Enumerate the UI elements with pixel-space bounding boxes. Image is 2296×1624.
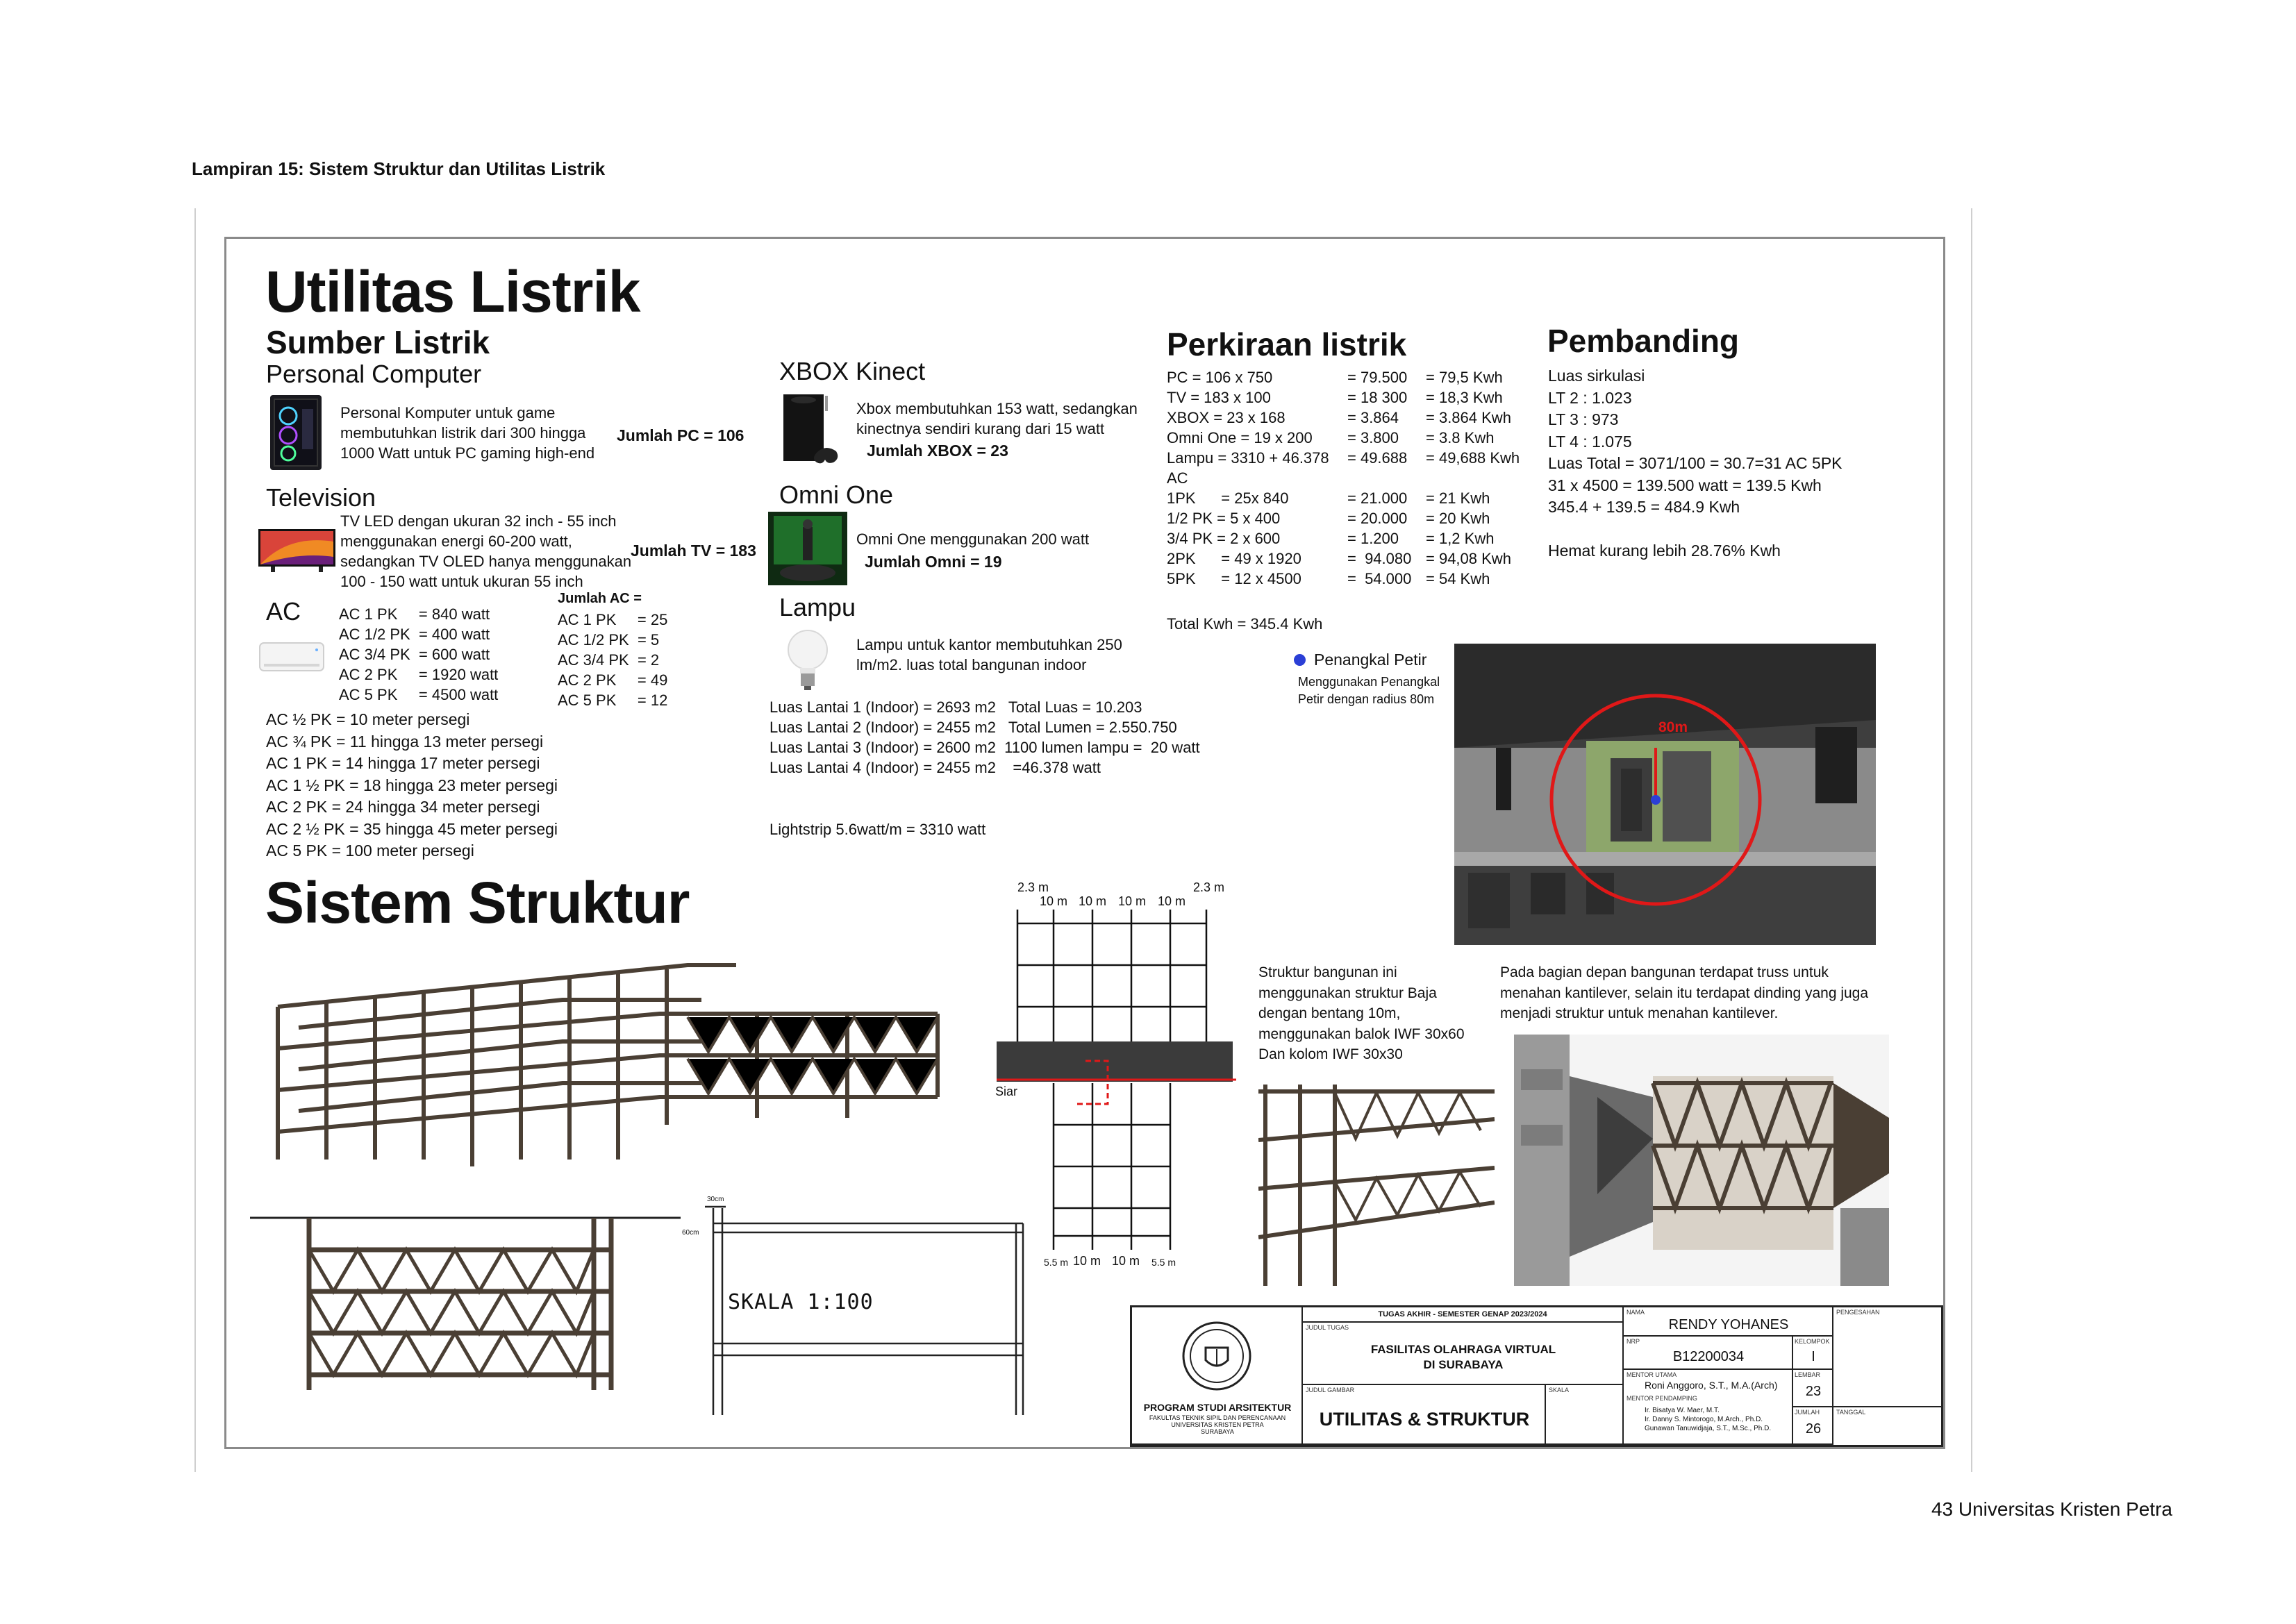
truss-section-drawing [250, 1208, 681, 1396]
pc-description: Personal Komputer untuk game membutuhkan listrik dari 300 hingga 1000 Watt untuk PC gaming high-end [340, 404, 595, 462]
dim-bottom-10m-2: 10 m [1112, 1254, 1140, 1268]
left-margin-line [194, 208, 196, 1472]
perkiraan-kwh: = 79,5 Kwh = 18,3 Kwh = 3.864 Kwh = 3.8 Kwh = 49,688 Kwh = 21 Kwh = 20 Kwh = 1,2 Kwh = 94,08 Kwh = 54 Kwh [1426, 369, 1520, 587]
title-sistem-struktur: Sistem Struktur [265, 870, 690, 935]
petir-legend-label: Penangkal Petir [1314, 651, 1427, 669]
judul-tugas-label: JUDUL TUGAS [1306, 1324, 1349, 1331]
judul-gambar-value: UTILITAS & STRUKTUR [1319, 1409, 1530, 1430]
petir-legend-dot [1294, 654, 1306, 666]
titleblock-judul-gambar-cell [1303, 1385, 1546, 1445]
kelompok-value: I [1811, 1349, 1815, 1364]
pc-title: Personal Computer [266, 360, 482, 388]
xbox-image [776, 390, 846, 470]
titleblock-jumlah-cell [1793, 1407, 1833, 1445]
tv-description: TV LED dengan ukuran 32 inch - 55 inch menggunakan energi 60-200 watt, sedangkan TV OLED hanya menggunakan 100 - 150 watt untuk ukuran 55 inch [340, 512, 632, 590]
omni-image [768, 512, 847, 585]
ac-size-guide: AC ½ PK = 10 meter persegi AC ¾ PK = 11 hingga 13 meter persegi AC 1 PK = 14 hingga 17 meter persegi AC 1 ½ PK = 18 hingga 23 meter persegi AC 2 PK = 24 hingga 34 meter persegi AC 2 ½ PK = 35 hingga 45 meter persegi AC 5 PK = 100 meter persegi [266, 710, 558, 860]
omni-description: Omni One menggunakan 200 watt [856, 530, 1090, 548]
lembar-label: LEMBAR [1795, 1371, 1821, 1378]
titleblock-nrp-cell [1624, 1337, 1793, 1370]
titleblock-logo-cell [1132, 1307, 1303, 1445]
lampu-title: Lampu [779, 593, 856, 621]
titleblock-mentor-cell [1624, 1370, 1793, 1445]
titleblock-skala-cell [1546, 1385, 1624, 1445]
skala-label: SKALA [1549, 1387, 1570, 1393]
struktur-truss-description: Pada bagian depan bangunan terdapat truss untuk menahan kantilever, selain itu terdapat dinding yang juga menjadi struktur untuk menahan kantilever. [1500, 964, 1869, 1021]
titleblock-lembar-cell [1793, 1370, 1833, 1407]
tv-title: Television [266, 483, 376, 512]
tanggal-label: TANGGAL [1836, 1409, 1866, 1416]
structural-grid-elevation [997, 903, 1247, 1264]
site-aerial-image [1454, 644, 1876, 945]
ac-count-title: Jumlah AC = [558, 591, 642, 606]
ac-title: AC [266, 597, 301, 626]
scale-label: SKALA 1:100 [728, 1290, 874, 1314]
petir-legend-description: Menggunakan Penangkal Petir dengan radius 80m [1298, 675, 1440, 706]
nrp-value: B12200034 [1672, 1349, 1745, 1364]
dim-top-10m-3: 10 m [1118, 894, 1147, 908]
titleblock-kelompok-cell [1793, 1337, 1833, 1370]
titleblock-nama-cell [1624, 1307, 1833, 1337]
titleblock-tanggal-cell [1833, 1407, 1941, 1445]
faculty-name: FAKULTAS TEKNIK SIPIL DAN PERENCANAAN UNIVERSITAS KRISTEN PETRA SURABAYA [1149, 1414, 1286, 1435]
pc-count: Jumlah PC = 106 [617, 426, 744, 444]
mentor-utama-label: MENTOR UTAMA [1627, 1371, 1677, 1378]
siar-label: Siar [995, 1085, 1018, 1098]
university-seal-logo [1181, 1320, 1253, 1392]
dim-top-10m-4: 10 m [1158, 894, 1186, 908]
dim-top-2-3m-right: 2.3 m [1193, 880, 1225, 894]
dim-bottom-5-5m-right: 5.5 m [1151, 1257, 1176, 1268]
ac-watt-list: AC 1 PK = 840 watt AC 1/2 PK = 400 watt AC 3/4 PK = 600 watt AC 2 PK = 1920 watt AC 5 PK = 4500 watt [339, 605, 499, 703]
dim-bottom-5-5m-left: 5.5 m [1044, 1257, 1069, 1268]
tv-count: Jumlah TV = 183 [631, 542, 756, 560]
ac-count-list: AC 1 PK = 25 AC 1/2 PK = 5 AC 3/4 PK = 2 AC 2 PK = 49 AC 5 PK = 12 [558, 611, 668, 709]
kelompok-label: KELOMPOK [1795, 1338, 1830, 1345]
titleblock-pengesahan-cell [1833, 1307, 1941, 1407]
mentor-utama-value: Roni Anggoro, S.T., M.A.(Arch) [1645, 1380, 1778, 1391]
title-utilitas-listrik: Utilitas Listrik [265, 259, 640, 324]
lampu-floor-areas: Luas Lantai 1 (Indoor) = 2693 m2 Total Luas = 10.203 Luas Lantai 2 (Indoor) = 2455 m2 Total Lumen = 2.550.750 Luas Lantai 3 (Indoor) = 2600 m2 1100 lumen lampu = 20 watt Luas Lantai 4 (Indoor) = 2455 m2 =46.378 watt [770, 698, 1200, 776]
right-margin-line [1971, 208, 1972, 1472]
nama-value: RENDY YOHANES [1668, 1317, 1789, 1332]
dim-top-10m-2: 10 m [1079, 894, 1107, 908]
title-block [1130, 1305, 1943, 1447]
page-caption: Lampiran 15: Sistem Struktur dan Utilitas Listrik [192, 158, 606, 179]
jumlah-value: 26 [1805, 1421, 1822, 1437]
program-name: PROGRAM STUDI ARSITEKTUR [1143, 1402, 1292, 1413]
titleblock-tugas-cell [1303, 1307, 1624, 1323]
petir-radius-label: 80m [1658, 719, 1688, 735]
lampu-description: Lampu untuk kantor membutuhkan 250 lm/m2. luas total bangunan indoor [856, 636, 1122, 673]
judul-tugas-value: FASILITAS OLAHRAGA VIRTUAL DI SURABAYA [1370, 1343, 1556, 1371]
dim-top-10m-1: 10 m [1040, 894, 1068, 908]
titleblock-judul-tugas-cell [1303, 1323, 1624, 1385]
truss-3d-detail-image [1258, 1078, 1495, 1286]
ac-unit-image [257, 637, 326, 678]
heading-pembanding: Pembanding [1547, 323, 1740, 359]
mentor-pendamping-label: MENTOR PENDAMPING [1627, 1395, 1697, 1402]
perkiraan-watts: = 79.500 = 18 300 = 3.864 = 3.800 = 49.688 = 21.000 = 20.000 = 1.200 = 94.080 = 54.000 [1347, 369, 1412, 587]
page-footer: 43 Universitas Kristen Petra [1931, 1498, 2172, 1520]
jumlah-label: JUMLAH [1795, 1409, 1820, 1416]
lightstrip-text: Lightstrip 5.6watt/m = 3310 watt [770, 821, 986, 838]
pengesahan-label: PENGESAHAN [1836, 1309, 1880, 1316]
heading-perkiraan-listrik: Perkiraan listrik [1167, 326, 1407, 362]
xbox-description: Xbox membutuhkan 153 watt, sedangkan kinectnya sendiri kurang dari 15 watt [856, 400, 1138, 437]
tv-image [257, 528, 337, 574]
nrp-label: NRP [1627, 1338, 1640, 1345]
perkiraan-total: Total Kwh = 345.4 Kwh [1167, 615, 1323, 633]
lembar-value: 23 [1805, 1384, 1822, 1399]
tugas-akhir-label: TUGAS AKHIR - SEMESTER GENAP 2023/2024 [1378, 1310, 1547, 1319]
perkiraan-formulas: PC = 106 x 750 TV = 183 x 100 XBOX = 23 x 168 Omni One = 19 x 200 Lampu = 3310 + 46.378 AC 1PK = 25x 840 1/2 PK = 5 x 400 3/4 PK = 2 x 600 2PK = 49 x 1920 5PK = 12 x 4500 [1167, 369, 1329, 587]
dim-60cm-label: 60cm [682, 1229, 699, 1237]
dim-bottom-10m-1: 10 m [1073, 1254, 1101, 1268]
pembanding-body: Luas sirkulasi LT 2 : 1.023 LT 3 : 973 LT 4 : 1.075 Luas Total = 3071/100 = 30.7=31 AC 5PK 31 x 4500 = 139.500 watt = 139.5 Kwh 345.4 + 139.5 = 484.9 Kwh Hemat kurang lebih 28.76% Kwh [1548, 367, 1842, 560]
dim-top-2-3m-left: 2.3 m [1017, 880, 1049, 894]
light-bulb-image [783, 625, 832, 694]
dim-30cm-label: 30cm [707, 1196, 724, 1203]
struktur-baja-description: Struktur bangunan ini menggunakan struktur Baja dengan bentang 10m, menggunakan balok IWF 30x60 Dan kolom IWF 30x30 [1258, 964, 1465, 1062]
building-truss-rendering [1514, 1035, 1889, 1286]
steel-frame-3d-image [271, 951, 951, 1180]
omni-count: Jumlah Omni = 19 [865, 553, 1002, 571]
omni-title: Omni One [779, 480, 894, 509]
nama-label: NAMA [1627, 1309, 1645, 1316]
judul-gambar-label: JUDUL GAMBAR [1306, 1387, 1355, 1393]
xbox-count: Jumlah XBOX = 23 [867, 442, 1008, 460]
xbox-title: XBOX Kinect [779, 357, 926, 385]
heading-sumber-listrik: Sumber Listrik [266, 324, 490, 360]
mentor-pendamping-value: Ir. Bisatya W. Maer, M.T. Ir. Danny S. Mintorogo, M.Arch., Ph.D. Gunawan Tanuwidjaja, S.T., M.Sc., Ph.D. [1645, 1407, 1772, 1432]
pc-tower-image [266, 392, 326, 472]
